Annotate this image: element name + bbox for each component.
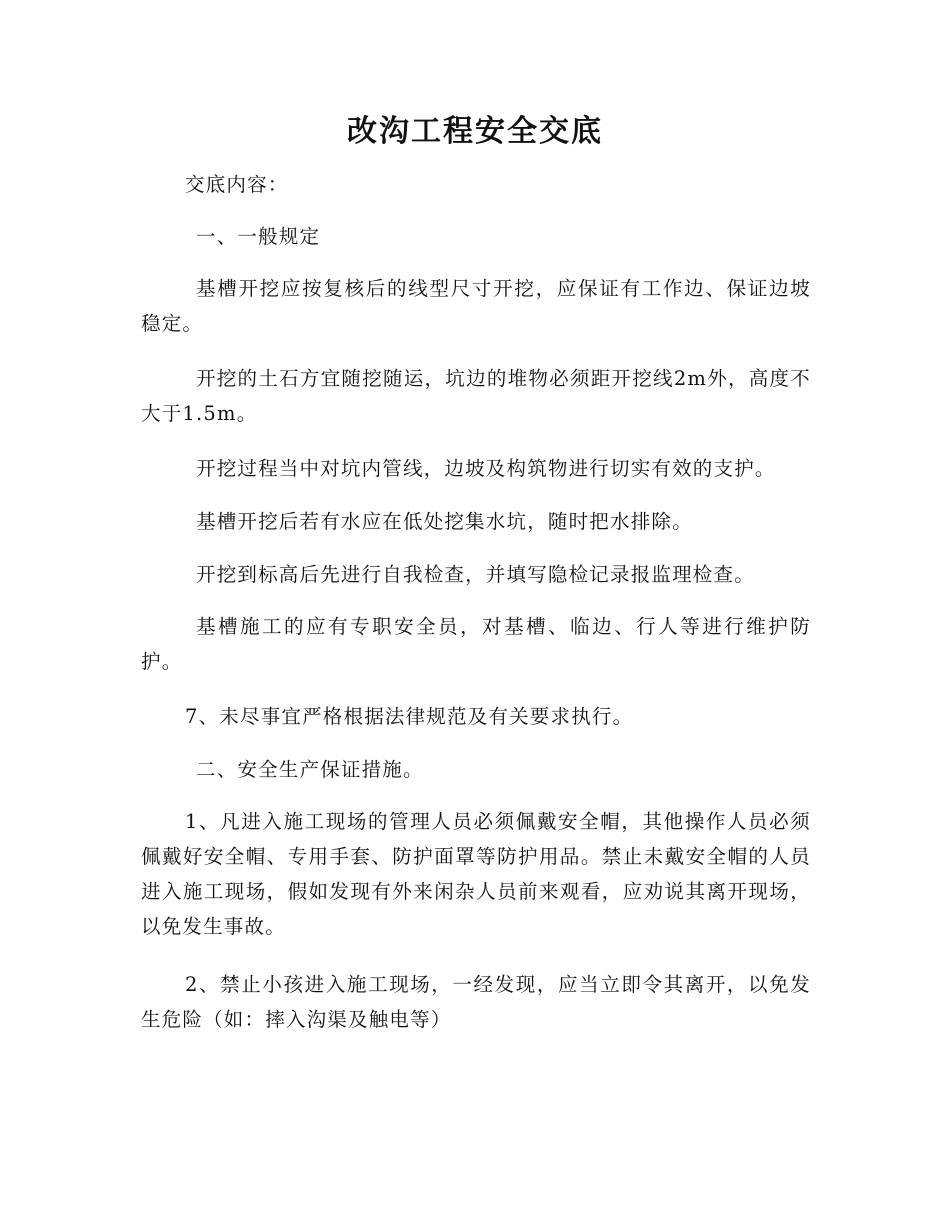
rule-paragraph: 基槽开挖后若有水应在低处挖集水坑，随时把水排除。 xyxy=(196,510,693,533)
document-title: 改沟工程安全交底 xyxy=(347,114,603,149)
section-heading-safety-measures: 二、安全生产保证措施。 xyxy=(196,758,424,781)
measure-paragraph: 1、凡进入施工现场的管理人员必须佩戴安全帽，其他操作人员必须佩戴好安全帽、专用手套、防护面罩等防护用品。禁止未戴安全帽的人员进入施工现场，假如发现有外来闲杂人员前来观看，应劝说其离开现场，以免发生事故。 xyxy=(141,810,811,938)
section-heading-general-rules: 一、一般规定 xyxy=(196,225,321,248)
rule-paragraph: 开挖到标高后先进行自我检查，并填写隐检记录报监理检查。 xyxy=(196,563,755,586)
rule-paragraph: 开挖过程当中对坑内管线，边坡及构筑物进行切实有效的支护。 xyxy=(196,457,776,480)
rule-paragraph: 基槽施工的应有专职安全员，对基槽、临边、行人等进行维护防护。 xyxy=(141,615,811,673)
rule-paragraph: 开挖的土石方宜随挖随运，坑边的堆物必须距开挖线2m外，高度不大于1.5m。 xyxy=(141,367,811,425)
rule-paragraph: 基槽开挖应按复核后的线型尺寸开挖，应保证有工作边、保证边坡稳定。 xyxy=(141,277,811,335)
measure-paragraph: 2、禁止小孩进入施工现场，一经发现，应当立即令其离开，以免发生危险（如：摔入沟渠及触电等） xyxy=(141,973,811,1031)
intro-text: 交底内容： xyxy=(185,173,289,196)
rule-paragraph: 7、未尽事宜严格根据法律规范及有关要求执行。 xyxy=(185,705,634,728)
